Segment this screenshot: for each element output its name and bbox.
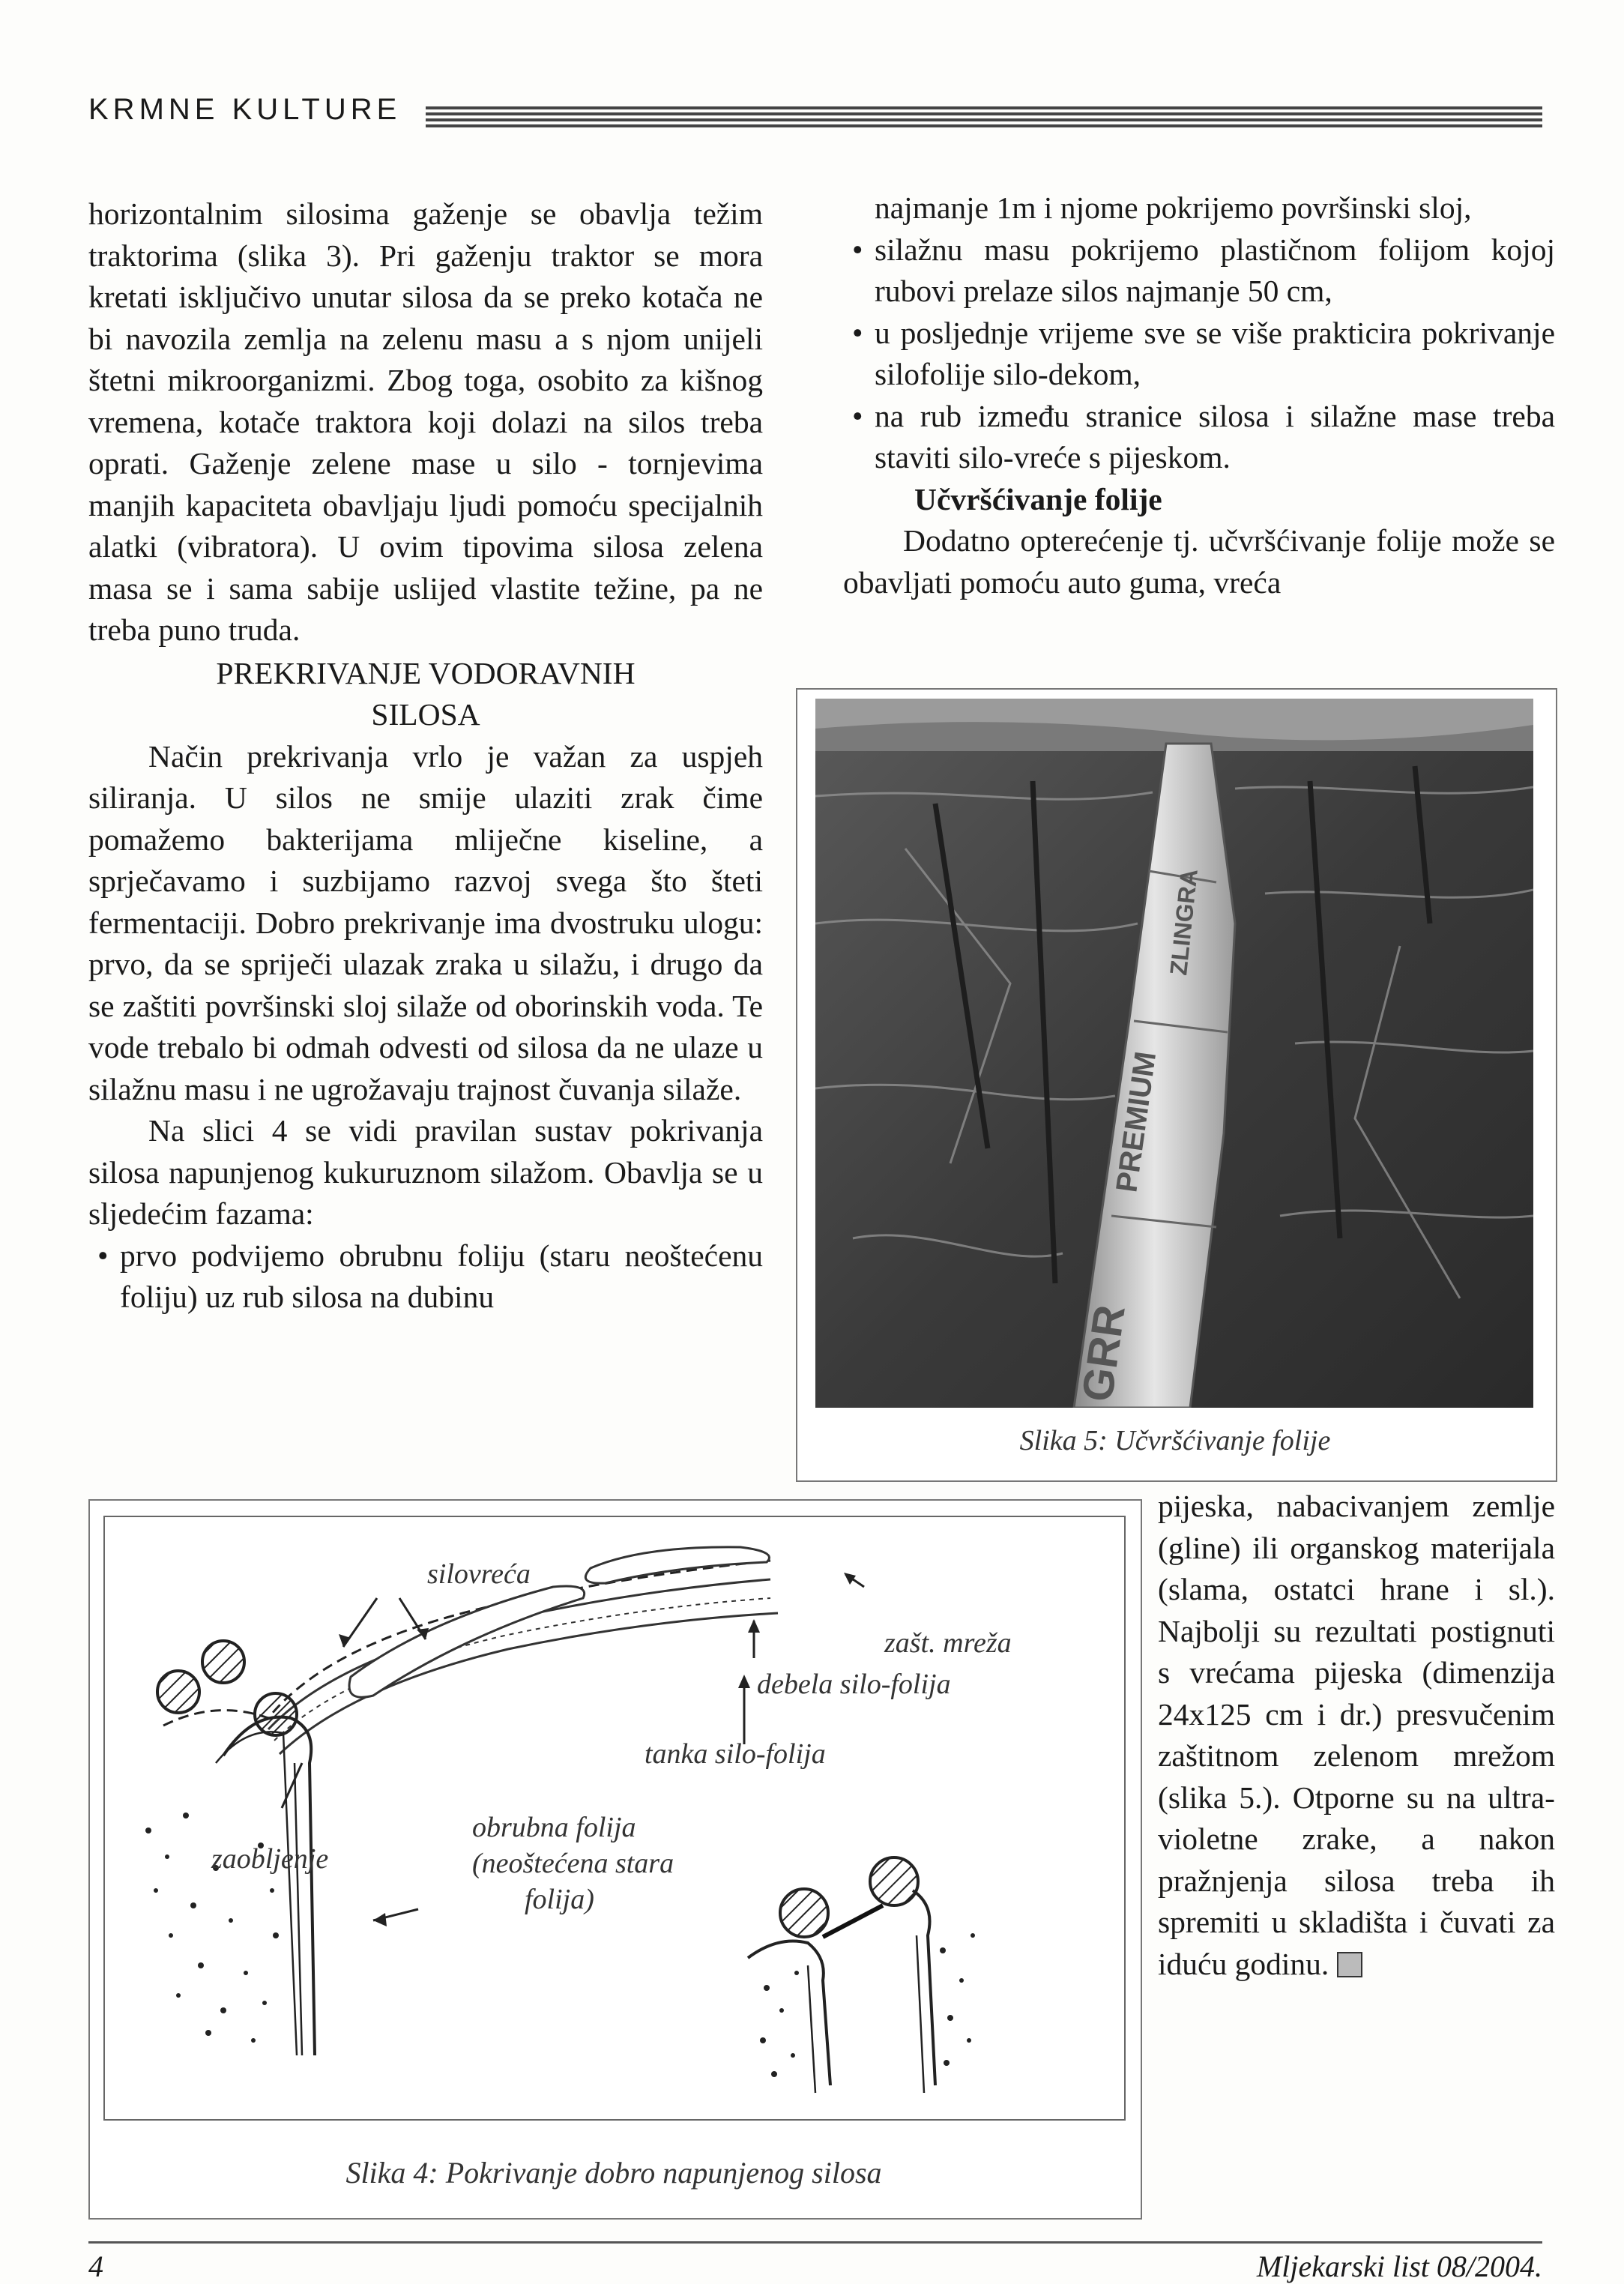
- bag-print-text: PREMIUM: [1110, 1049, 1163, 1195]
- label-tanka-silo-folija: tanka silo-folija: [645, 1738, 826, 1770]
- paragraph-vrece-text: pijeska, nabacivanjem zemlje (gline) ili organskog materijala (slama, ostatci hrane i sl.). Najbolji su rezultati postignuti s vrećama pijeska (dimenzija 24x125 cm i dr.) presvučenim zaštitnom zelenom mrežom (slika 5.). Otporne su na ultra-violetne zrake, a nakon pražnjenja silosa treba ih spremiti u skladišta i čuvati za iduću godinu.: [1158, 1489, 1555, 1981]
- label-silovreca: silovreća: [427, 1558, 531, 1590]
- footer-rule: [88, 2241, 1542, 2244]
- header-rule: [426, 105, 1542, 130]
- figure5-photo: [815, 699, 1533, 1408]
- bullet-item: [843, 313, 1555, 396]
- bullet-item: [843, 229, 1555, 313]
- bullet-icon: •: [852, 232, 863, 267]
- page-number: 4: [88, 2250, 103, 2283]
- label-zaobljenje: zaobljenje: [211, 1843, 329, 1875]
- paragraph-ucvrscivanje: Dodatno opterećenje tj. učvršćivanje folije može se obavljati pomoću auto guma, vreća: [843, 523, 1555, 600]
- paragraph-slika4: Na slici 4 se vidi pravilan sustav pokrivanja silosa napunjenog kukuruznom silažom. Obavlja se u sljedećim fazama:: [88, 1113, 763, 1231]
- section-heading-line1: PREKRIVANJE VODORAVNIH: [216, 655, 636, 690]
- bullet-text: u posljednje vrijeme sve se više prakticira pokrivanje silofolije silo-dekom,: [875, 315, 1555, 391]
- figure4-caption: Slika 4: Pokrivanje dobro napunjenog silosa: [345, 2156, 882, 2190]
- bullet-continuation: najmanje 1m i njome pokrijemo površinski sloj,: [875, 190, 1472, 225]
- section-title: KRMNE KULTURE: [88, 93, 402, 126]
- paragraph-prekrivanje: Način prekrivanja vrlo je važan za uspjeh siliranja. U silos ne smije ulaziti zrak čime pomažemo bakterijama mliječne kiseline, a sprječavamo i suzbijamo razvoj svega što šteti fermentaciji. Dobro prekrivanje ima dvostruku ulogu: prvo, da se spriječi ulazak zraka u silažu, i drugo da se zaštiti površinski sloj silaže od oborinskih voda. Te vode trebalo bi odmah odvesti od silosa da ne ulaze u silažnu masu i ne ugrožavaju trajnost čuvanja silaže.: [88, 738, 763, 1106]
- bullet-icon: •: [852, 315, 863, 350]
- bullet-item: [843, 396, 1555, 479]
- label-obrubna-folija-3: folija): [525, 1884, 594, 1915]
- label-obrubna-folija-2: (neoštećena stara: [472, 1848, 674, 1879]
- bullet-text: silažnu masu pokrijemo plastičnom folijom kojoj rubovi prelaze silos najmanje 50 cm,: [875, 232, 1555, 308]
- label-zast-mreza: zašt. mreža: [884, 1627, 1012, 1659]
- bag-print-text: ZLINGRA: [1165, 867, 1203, 977]
- paragraph-gazenje: horizontalnim silosima gaženje se obavlja težim traktorima (slika 3). Pri gaženju traktor se mora kretati isključivo unutar silosa da se preko kotača ne bi navozila zemlja na zelenu masu a s njom unijeli štetni mikroorganizmi. Zbog toga, osobito za kišnog vremena, kotače traktora koji dolazi na silos treba oprati. Gaženje zelene mase u silo - tornjevima manjih kapaciteta obavljaju ljudi pomoću specijalnih alatki (vibratora). U ovim tipovima silosa zelena masa se i sama sabije uslijed vlastite težine, pa ne treba puno truda.: [88, 196, 763, 647]
- publication-issue: Mljekarski list 08/2004.: [1256, 2250, 1542, 2283]
- bullet-text: prvo podvijemo obrubnu foliju (staru neoštećenu foliju) uz rub silosa na dubinu: [120, 1238, 763, 1314]
- label-debela-silo-folija: debela silo-folija: [757, 1669, 951, 1700]
- label-obrubna-folija: obrubna folija: [472, 1812, 636, 1843]
- subheading-ucvrscivanje: Učvršćivanje folije: [914, 481, 1162, 516]
- end-mark-icon: [1337, 1952, 1362, 1977]
- right-column-top: [843, 187, 1555, 603]
- paragraph-vrece-pijeska: [1158, 1486, 1555, 1985]
- bullet-item: [88, 1235, 763, 1319]
- bullet-icon: •: [852, 398, 863, 433]
- bullet-icon: •: [97, 1238, 109, 1273]
- right-column-bottom: [1158, 1486, 1555, 1985]
- section-heading-line2: SILOSA: [371, 697, 480, 732]
- bullet-text: na rub između stranice silosa i silažne mase treba staviti silo-vreće s pijeskom.: [875, 398, 1555, 474]
- left-column: [88, 193, 763, 1319]
- bag-print-text: GRR: [1072, 1302, 1135, 1405]
- figure5-caption: Slika 5: Učvršćivanje folije: [1019, 1425, 1331, 1456]
